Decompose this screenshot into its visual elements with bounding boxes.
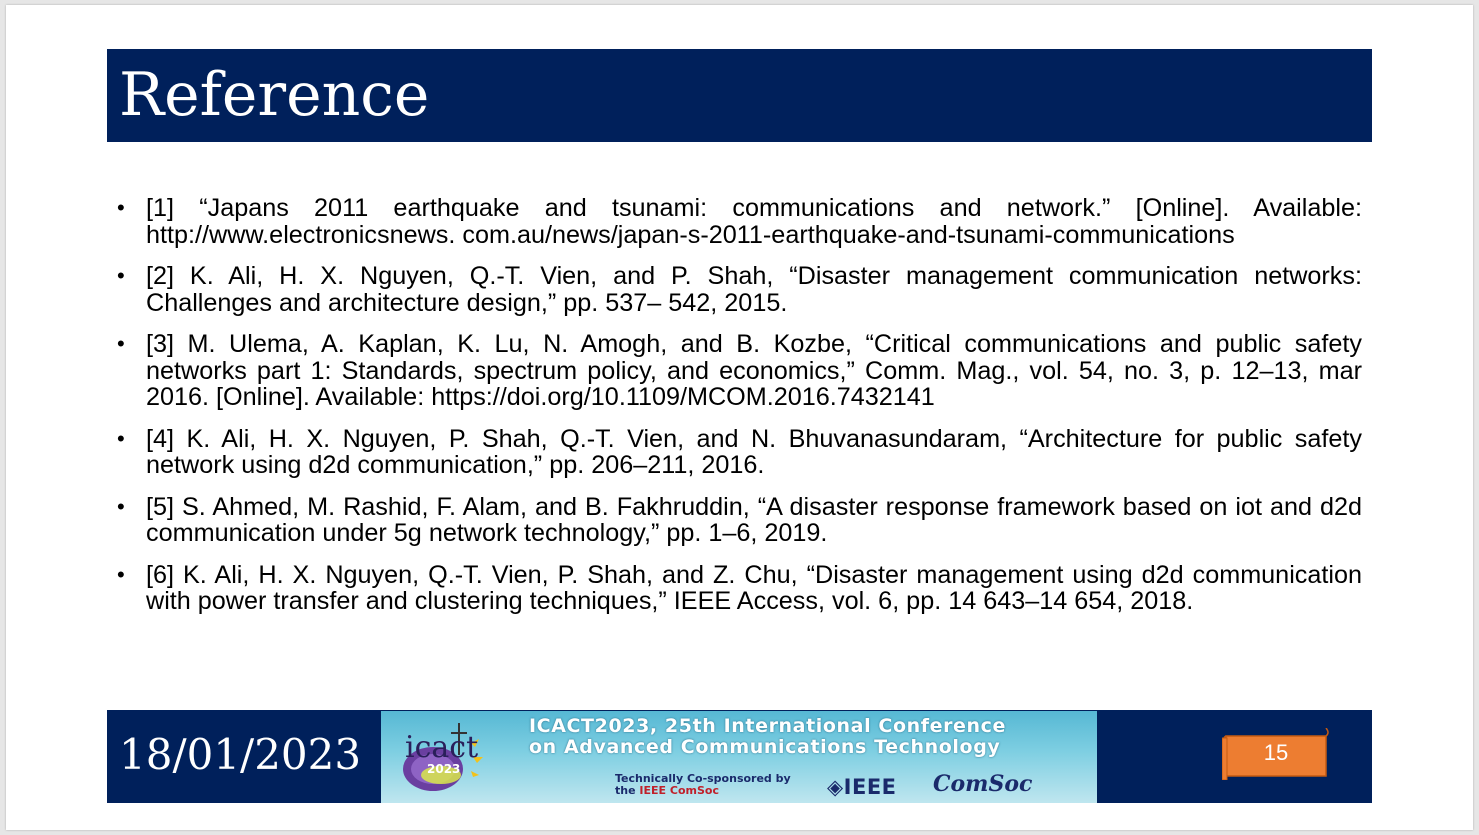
- cosponsor-line2: [615, 785, 791, 797]
- reference-item-2: [114, 263, 1362, 316]
- reference-text: [6] K. Ali, H. X. Nguyen, Q.-T. Vien, P. Shah, and Z. Chu, “Disaster management using d2d communication with power transfer and clustering techniques,” IEEE Access, vol. 6, pp. 14 643–14 654, 2018.: [146, 560, 1362, 615]
- footer-bar: [107, 710, 1372, 803]
- reference-item-6: [114, 562, 1362, 615]
- comsoc-logo: ComSoc: [933, 771, 1033, 797]
- banner-cosponsor: [615, 773, 791, 797]
- bullet-icon: •: [117, 493, 125, 519]
- page-number: 15: [1263, 740, 1289, 765]
- reference-list: [114, 195, 1362, 630]
- footer-date: 18/01/2023: [119, 730, 362, 779]
- ieee-logo-text: IEEE: [843, 775, 897, 799]
- conference-banner: [381, 711, 1097, 803]
- reference-text: [4] K. Ali, H. X. Nguyen, P. Shah, Q.-T. Vien, and N. Bhuvanasundaram, “Architecture for public safety network using d2d communication,” pp. 206–211, 2016.: [146, 424, 1362, 479]
- page-number-badge: [1222, 728, 1330, 780]
- slide: [6, 5, 1473, 830]
- bullet-icon: •: [117, 331, 125, 356]
- ieee-diamond-icon: ◈: [827, 775, 844, 799]
- reference-item-4: [114, 426, 1362, 479]
- cosponsor-line1: Technically Co-sponsored by: [615, 772, 791, 785]
- reference-item-3: [114, 331, 1362, 411]
- bullet-icon: •: [117, 195, 125, 220]
- reference-text: [2] K. Ali, H. X. Nguyen, Q.-T. Vien, and P. Shah, “Disaster management communication networks: Challenges and architecture design,” pp. 537– 542, 2015.: [146, 262, 1362, 317]
- banner-conference-line1: ICACT2023, 25th International Conference: [529, 715, 1007, 737]
- reference-text: [1] “Japans 2011 earthquake and tsunami: communications and network.” [Online]. Available: http://www.electronicsnews. com.au/news/japan-s-2011-earthquake-and-tsunami-communications: [146, 194, 1362, 249]
- ieee-logo: [827, 775, 897, 799]
- slide-title: Reference: [119, 60, 430, 130]
- cosponsor-prefix: the: [615, 784, 636, 797]
- title-bar: [107, 49, 1372, 142]
- cosponsor-org: IEEE ComSoc: [639, 784, 719, 797]
- logo-text: icact: [405, 730, 479, 765]
- reference-text: [5] S. Ahmed, M. Rashid, F. Alam, and B. Fakhruddin, “A disaster response framework based on iot and d2d communication under 5g network technology,” pp. 1–6, 2019.: [146, 492, 1362, 547]
- reference-item-5: [114, 494, 1362, 547]
- reference-text: [3] M. Ulema, A. Kaplan, K. Lu, N. Amogh, and B. Kozbe, “Critical communications and public safety networks part 1: Standards, spectrum policy, and economics,” Comm. Mag., vol. 54, no. 3, p. 12–13, mar 2016. [Online]. Available: https://doi.org/10.1109/MCOM.2016.7432141: [146, 330, 1362, 411]
- bullet-icon: •: [117, 263, 125, 288]
- logo-year: 2023: [427, 762, 461, 776]
- icact-logo-icon: [391, 717, 487, 797]
- banner-conference-line2: on Advanced Communications Technology: [529, 736, 1001, 758]
- bullet-icon: •: [117, 425, 125, 451]
- bullet-icon: •: [117, 561, 125, 587]
- reference-item-1: [114, 195, 1362, 248]
